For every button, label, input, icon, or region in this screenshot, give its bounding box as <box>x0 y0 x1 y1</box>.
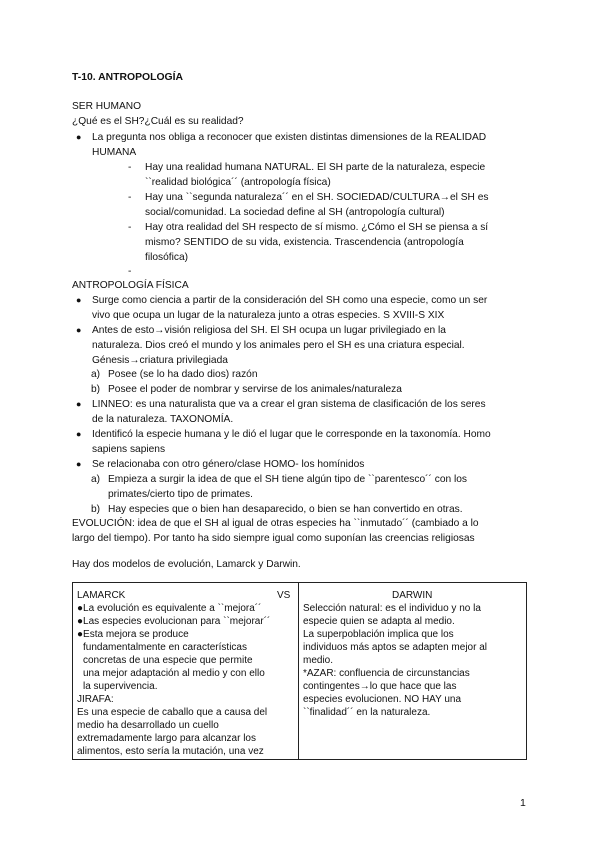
sub-marker: a) <box>91 369 101 380</box>
bullet-marker: ● <box>76 132 82 142</box>
darwin-line: medio. <box>303 655 334 666</box>
section-heading-antropologia-fisica: ANTROPOLOGÍA FÍSICA <box>72 280 189 291</box>
lamarck-line: alimentos, esto sería la mutación, una vez <box>77 746 264 757</box>
text-line: La pregunta nos obliga a reconocer que existen distintas dimensiones de la REALIDAD <box>92 132 487 143</box>
darwin-line: ``finalidad´´ en la naturaleza. <box>303 707 431 718</box>
lamarck-line: ●Las especies evolucionan para ``mejorar´´ <box>77 616 271 627</box>
text-line: filosófica) <box>145 252 189 263</box>
darwin-line: individuos más aptos se adapten mejor al <box>303 642 487 653</box>
text-line: primates/cierto tipo de primates. <box>108 489 253 500</box>
text-line: Hay especies que o bien han desaparecido, o bien se han convertido en otras. <box>108 504 463 515</box>
lamarck-line: ●La evolución es equivalente a ``mejora´´ <box>77 603 262 614</box>
lamarck-line: concretas de una especie que permite <box>83 655 253 666</box>
text-line: largo del tiempo). Por tanto ha sido siempre igual como suponían las creencias religiosas <box>72 533 475 544</box>
text-line: Surge como ciencia a partir de la consideración del SH como una especie, como un ser <box>92 295 488 306</box>
text-line: social/comunidad. La sociedad define al SH (antropología cultural) <box>145 207 445 218</box>
text-line: Hay una realidad humana NATURAL. El SH parte de la naturaleza, especie <box>145 162 486 173</box>
section-heading-ser-humano: SER HUMANO <box>72 101 142 112</box>
text-line: de la naturaleza. TAXONOMÍA. <box>92 414 234 425</box>
bullet-marker: ● <box>76 325 82 335</box>
sub-marker: a) <box>91 474 101 485</box>
text-line: sapiens sapiens <box>92 444 166 455</box>
lamarck-line: JIRAFA: <box>77 694 114 705</box>
page-number: 1 <box>520 797 526 809</box>
text-line: vivo que ocupa un lugar de la naturaleza junto a otras especies. S XVIII-S XIX <box>92 310 445 321</box>
bullet-marker: ● <box>76 459 82 469</box>
dash-marker: - <box>128 222 132 233</box>
page-title: T-10. ANTROPOLOGÍA <box>72 72 184 83</box>
lamarck-line: Es una especie de caballo que a causa del <box>77 707 268 718</box>
darwin-line: especies evolucionen. NO HAY una <box>303 694 462 705</box>
text-line: Hay otra realidad del SH respecto de sí mismo. ¿Cómo el SH se piensa a sí <box>145 222 489 233</box>
darwin-line: La superpoblación implica que los <box>303 629 454 640</box>
vs-label: VS <box>277 590 291 601</box>
text-line: ``realidad biológica´´ (antropología física) <box>145 177 331 188</box>
sub-marker: b) <box>91 384 101 395</box>
text-line: mismo? SENTIDO de su vida, existencia. Trascendencia (antropología <box>145 237 464 248</box>
text-line: Antes de esto→visión religiosa del SH. El SH ocupa un lugar privilegiado en la <box>92 325 446 336</box>
dash-marker: - <box>128 162 132 173</box>
sub-marker: b) <box>91 504 101 515</box>
text-line: LINNEO: es una naturalista que va a crear el gran sistema de clasificación de los seres <box>92 399 486 410</box>
lamarck-line: ●Esta mejora se produce <box>77 629 189 640</box>
text-line: Posee el poder de nombrar y servirse de los animales/naturaleza <box>108 384 402 395</box>
bullet-marker: ● <box>76 295 82 305</box>
lamarck-header: LAMARCK <box>77 590 126 601</box>
question-line: ¿Qué es el SH?¿Cuál es su realidad? <box>72 116 244 127</box>
darwin-line: Selección natural: es el individuo y no la <box>303 603 481 614</box>
darwin-header: DARWIN <box>392 590 433 601</box>
text-line: Hay una ``segunda naturaleza´´ en el SH. SOCIEDAD/CULTURA→el SH es <box>145 192 489 203</box>
text-line: Identificó la especie humana y le dió el lugar que le corresponde en la taxonomía. Homo <box>92 429 491 440</box>
darwin-line: *AZAR: confluencia de circunstancias <box>303 668 470 679</box>
text-line: HUMANA <box>92 147 137 158</box>
text-line: Posee (se lo ha dado dios) razón <box>108 369 258 380</box>
bullet-marker: ● <box>76 429 82 439</box>
text-line: EVOLUCIÓN: idea de que el SH al igual de otras especies ha ``inmutado´´ (cambiado a lo <box>72 518 479 529</box>
lamarck-line: fundamentalmente en características <box>83 642 247 653</box>
text-line: naturaleza. Dios creó el mundo y los animales pero el SH es una criatura especial. <box>92 340 465 351</box>
lamarck-line: extremadamente largo para alcanzar los <box>77 733 256 744</box>
dash-marker: - <box>128 266 132 277</box>
dash-marker: - <box>128 192 132 203</box>
table-divider <box>298 582 299 760</box>
darwin-line: especie quien se adapta al medio. <box>303 616 455 627</box>
lamarck-line: una mejor adaptación al medio y con ello <box>83 668 265 679</box>
lamarck-line: medio ha desarrollado un cuello <box>77 720 219 731</box>
text-line: Génesis→criatura privilegiada <box>92 355 228 366</box>
bullet-marker: ● <box>76 399 82 409</box>
text-line: Se relacionaba con otro género/clase HOMO- los homínidos <box>92 459 365 470</box>
lamarck-line: la supervivencia. <box>83 681 158 692</box>
text-line: Hay dos modelos de evolución, Lamarck y Darwin. <box>72 559 301 570</box>
darwin-line: contingentes→lo que hace que las <box>303 681 457 692</box>
text-line: Empieza a surgir la idea de que el SH tiene algún tipo de ``parentesco´´ con los <box>108 474 468 485</box>
